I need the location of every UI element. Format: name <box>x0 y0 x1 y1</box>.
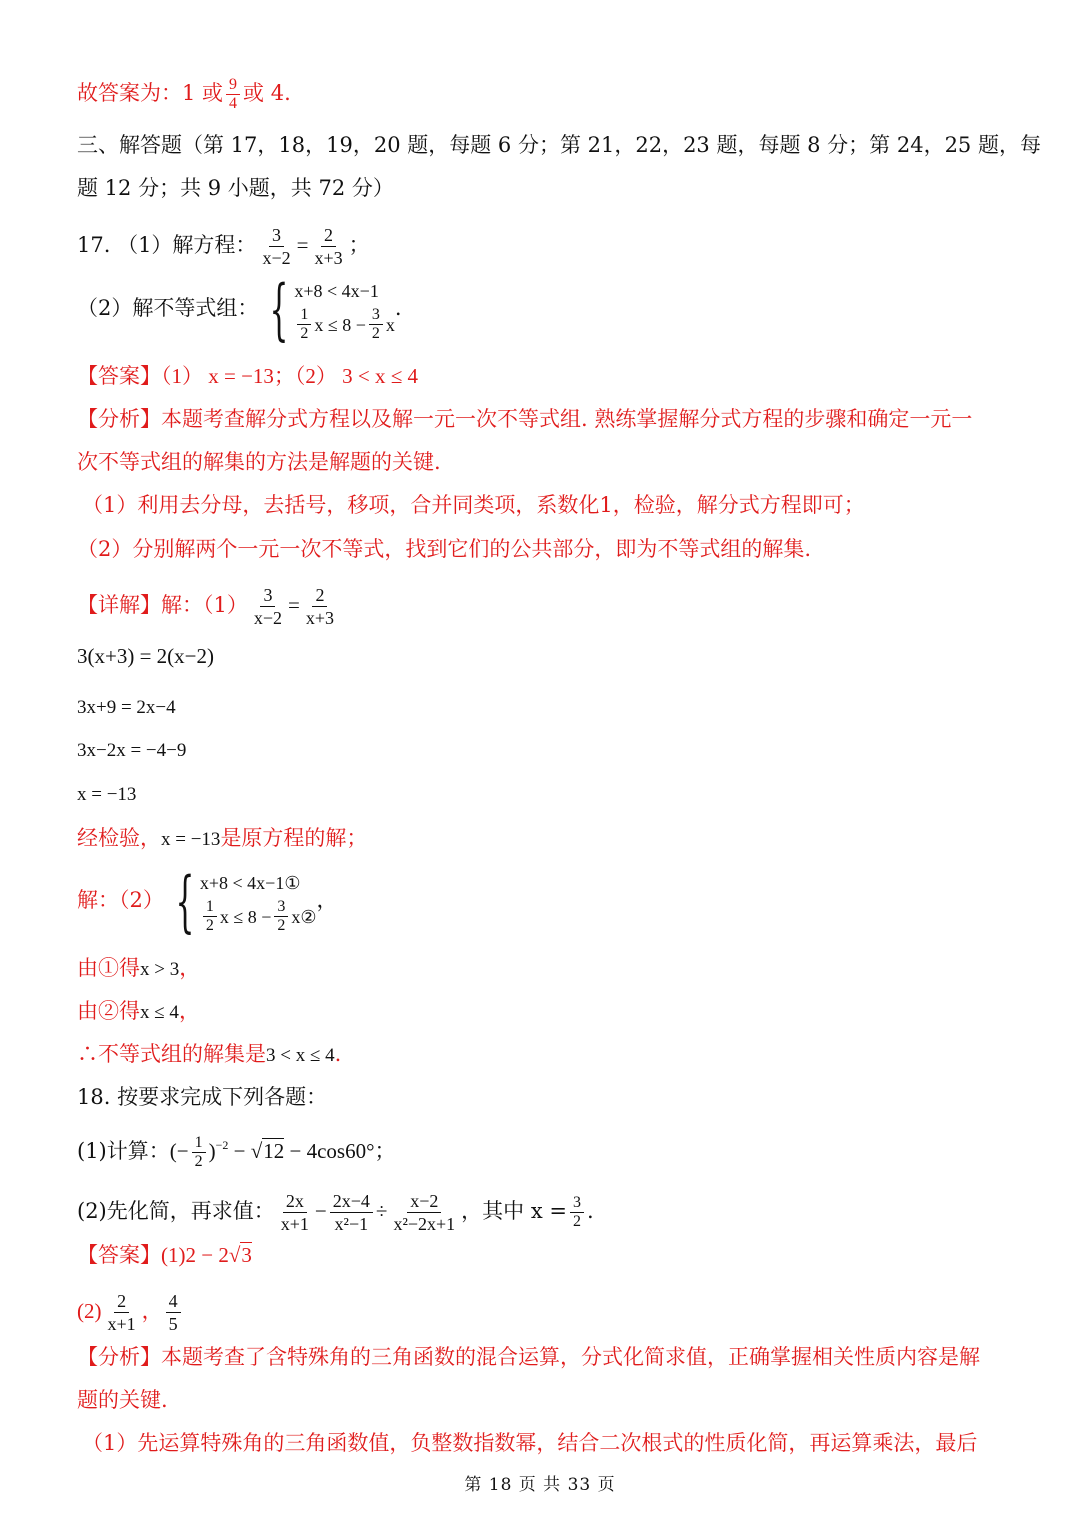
answer-16-prefix: 故答案为：1 或 <box>77 81 224 105</box>
q17-conclusion-prefix: ∴不等式组的解集是 <box>77 1042 266 1066</box>
q17-detail-system <box>164 862 317 940</box>
fraction-numerator: 1 <box>192 1134 206 1153</box>
section-header-line1: 三、解答题（第 17，18，19，20 题，每题 6 分；第 21，22，23 题，每题 8 分；第 24，25 题，每 <box>77 133 1041 157</box>
brace-icon: { <box>175 862 195 940</box>
q18-analysis-text1: 本题考查了含特殊角的三角函数的混合运算，分式化简求值，正确掌握相关性质内容是解 <box>161 1345 980 1369</box>
fraction-denominator: 2 <box>194 1153 203 1170</box>
q17-by2-math: x ≤ 4 <box>140 1002 179 1023</box>
q18-p1-radicand: 12 <box>263 1139 285 1163</box>
q17-analysis-line1 <box>77 404 972 434</box>
q18-p2-frac1 <box>278 1190 312 1235</box>
q17-by1-math: x > 3 <box>140 959 180 980</box>
answer-16-suffix: 或 4. <box>243 81 291 105</box>
fraction-numerator: 2 <box>312 584 327 607</box>
fraction-denominator: x²−1 <box>334 1214 369 1234</box>
q17-part2 <box>77 270 402 350</box>
q17-detail-frac-right <box>303 584 337 629</box>
q18-answer-p2-value <box>166 1290 181 1335</box>
q17-analysis-tag: 【分析】 <box>77 407 161 431</box>
q18-p2-x-value <box>570 1194 584 1231</box>
q17-analysis-line3: （1）利用去分母，去括号，移项，合并同类项，系数化1，检验，解分式方程即可； <box>82 493 865 517</box>
q17-detail-eq-sep: = <box>288 593 300 617</box>
fraction-numerator: 2x−4 <box>330 1190 373 1213</box>
fraction-denominator: 5 <box>168 1314 178 1334</box>
q18-p2-where: ，其中 x = <box>461 1199 567 1223</box>
q17-detail-sys-end: ， <box>316 888 338 912</box>
q18-answer-p2-label: (2) <box>77 1299 102 1323</box>
fraction-numerator: 1 <box>297 306 311 325</box>
q17-check-math: x = −13 <box>161 829 221 850</box>
q17-label: 17. （1）解方程： <box>77 233 257 257</box>
q18-answer-p2-frac <box>105 1290 139 1335</box>
q17-by2 <box>77 996 200 1028</box>
fraction-denominator: x+3 <box>305 608 335 628</box>
q18-answer-p1-radicand: 3 <box>241 1243 252 1267</box>
fraction-denominator: x+1 <box>107 1314 136 1334</box>
q17-check-line <box>77 823 367 855</box>
q18-p2-end: . <box>586 1199 594 1223</box>
fraction-numerator: 3 <box>269 224 284 247</box>
q17-eq-end: ； <box>348 233 370 257</box>
fraction-numerator: 2x <box>283 1190 307 1213</box>
q17-analysis-text1: 本题考查解分式方程以及解一元一次不等式组. 熟练掌握解分式方程的步骤和确定一元一 <box>161 407 973 431</box>
q17-step1: 3(x+3) = 2(x−2) <box>77 644 215 668</box>
q18-p2-label: (2)先化简，再求值： <box>77 1199 275 1223</box>
q17-conclusion <box>77 1039 341 1071</box>
q17-step4: x = −13 <box>77 784 137 805</box>
q17-by2-end: ， <box>178 999 200 1023</box>
q17-eq-sep: = <box>296 233 309 257</box>
q17-detail-tag: 【详解】解：（1） <box>77 593 248 617</box>
fraction-numerator: x−2 <box>407 1190 441 1213</box>
q18-analysis-line3: （1）先运算特殊角的三角函数值，负整数指数幂，结合二次根式的性质化简，再运算乘法，最后 <box>82 1431 978 1455</box>
q18-p2-frac3 <box>390 1190 458 1235</box>
q18-p1-b: ) <box>208 1139 216 1163</box>
q18-p1-frac <box>192 1134 206 1171</box>
fraction-numerator: 3 <box>570 1194 584 1213</box>
q17-conclusion-math: 3 < x ≤ 4 <box>266 1045 335 1066</box>
q17-sys-row1: x+8 < 4x−1 <box>294 281 379 301</box>
fraction-denominator: x+1 <box>280 1214 309 1234</box>
q17-step2: 3x+9 = 2x−4 <box>77 697 176 718</box>
q17-part1 <box>77 224 370 269</box>
q17-check-prefix: 经检验， <box>77 826 161 850</box>
fraction-denominator: 2 <box>371 325 380 342</box>
q18-answer-p1: (1)2 − 2√ <box>161 1243 241 1267</box>
fraction-denominator: x+3 <box>314 248 343 268</box>
q17-detail-line <box>77 584 340 629</box>
q18-label: 18. 按要求完成下列各题： <box>77 1085 328 1109</box>
q18-p1-d: − 4cos60°； <box>284 1139 396 1163</box>
q17-step3: 3x−2x = −4−9 <box>77 740 187 761</box>
fraction-denominator: x²−2x+1 <box>393 1214 456 1234</box>
fraction-denominator: x−2 <box>253 608 283 628</box>
q17-detail-frac-left <box>251 584 285 629</box>
fraction-numerator: 9 <box>226 76 240 95</box>
fraction-numerator: 3 <box>369 306 383 325</box>
q17-detail-sys-row2-mid: x ≤ 8 − <box>219 906 272 927</box>
fraction-denominator: x−2 <box>262 248 291 268</box>
q17-answer-text: （1） x = −13；（2） 3 < x ≤ 4 <box>161 364 419 388</box>
q17-detail-sys-row1: x+8 < 4x−1① <box>199 873 301 893</box>
q17-eq-right <box>311 224 345 269</box>
q18-analysis-line1 <box>77 1342 980 1372</box>
q18-p2-op2: ÷ <box>375 1199 388 1223</box>
q17-check-suffix: 是原方程的解； <box>220 826 368 850</box>
q18-p1-a: (− <box>169 1139 189 1163</box>
fraction-numerator: 2 <box>321 224 336 247</box>
q18-answer-tag: 【答案】 <box>77 1243 161 1267</box>
answer-16-fraction <box>226 76 240 113</box>
fraction-denominator: 4 <box>229 95 238 112</box>
q18-p1-label: (1)计算： <box>77 1139 170 1163</box>
q17-eq-left <box>259 224 293 269</box>
q17-answer <box>77 361 418 391</box>
q17-detail-sys-row2-end: x② <box>291 906 317 927</box>
q17-sys-row2-end: x <box>385 314 395 335</box>
answer-16-line <box>77 76 291 113</box>
page-footer: 第 18 页 共 33 页 <box>464 1475 616 1495</box>
q17-analysis-line4: （2）分别解两个一元一次不等式，找到它们的公共部分，即为不等式组的解集. <box>77 537 812 561</box>
q17-answer-tag: 【答案】 <box>77 364 161 388</box>
fraction-numerator: 1 <box>203 898 217 917</box>
q17-detail-part2-label: 解：（2） <box>77 888 164 912</box>
q17-sys-row2-mid: x ≤ 8 − <box>314 314 366 335</box>
q18-part2 <box>77 1190 594 1235</box>
q18-p1-c: − √ <box>228 1139 263 1163</box>
q17-sys-row2 <box>294 306 395 343</box>
q18-answer-line2 <box>77 1290 184 1335</box>
fraction-numerator: 4 <box>166 1290 181 1313</box>
q17-detail-sys-row2 <box>200 898 317 935</box>
q17-by2-prefix: 由②得 <box>77 999 140 1023</box>
fraction-denominator: 2 <box>300 325 309 342</box>
fraction-denominator: 2 <box>572 1213 581 1230</box>
q18-p2-frac2 <box>330 1190 373 1235</box>
fraction-numerator: 2 <box>114 1290 129 1313</box>
brace-icon: { <box>269 270 289 348</box>
fraction-denominator: 2 <box>205 917 214 934</box>
fraction-numerator: 3 <box>260 584 275 607</box>
q17-analysis-line2: 次不等式组的解集的方法是解题的关键. <box>77 450 441 474</box>
q17-sys-end: . <box>394 296 402 320</box>
q18-analysis-line2: 题的关键. <box>77 1388 168 1412</box>
q18-answer-p2-sep: ， <box>141 1299 163 1323</box>
q17-by1-end: ， <box>179 956 201 980</box>
q17-inequality-system <box>258 270 395 348</box>
fraction-numerator: 3 <box>274 898 288 917</box>
q18-part1 <box>77 1130 395 1171</box>
q17-part2-label: （2）解不等式组： <box>77 296 259 320</box>
q18-p2-op1: − <box>314 1199 327 1223</box>
q17-conclusion-end: . <box>334 1042 342 1066</box>
section-header-line2: 题 12 分；共 9 小题，共 72 分） <box>77 176 394 200</box>
q17-detail-part2 <box>77 862 338 942</box>
q18-answer-line1 <box>77 1240 252 1270</box>
q18-analysis-tag: 【分析】 <box>77 1345 161 1369</box>
q17-by1-prefix: 由①得 <box>77 956 140 980</box>
fraction-denominator: 2 <box>277 917 286 934</box>
q17-by1 <box>77 953 200 985</box>
q18-p1-exponent: −2 <box>215 1138 229 1152</box>
